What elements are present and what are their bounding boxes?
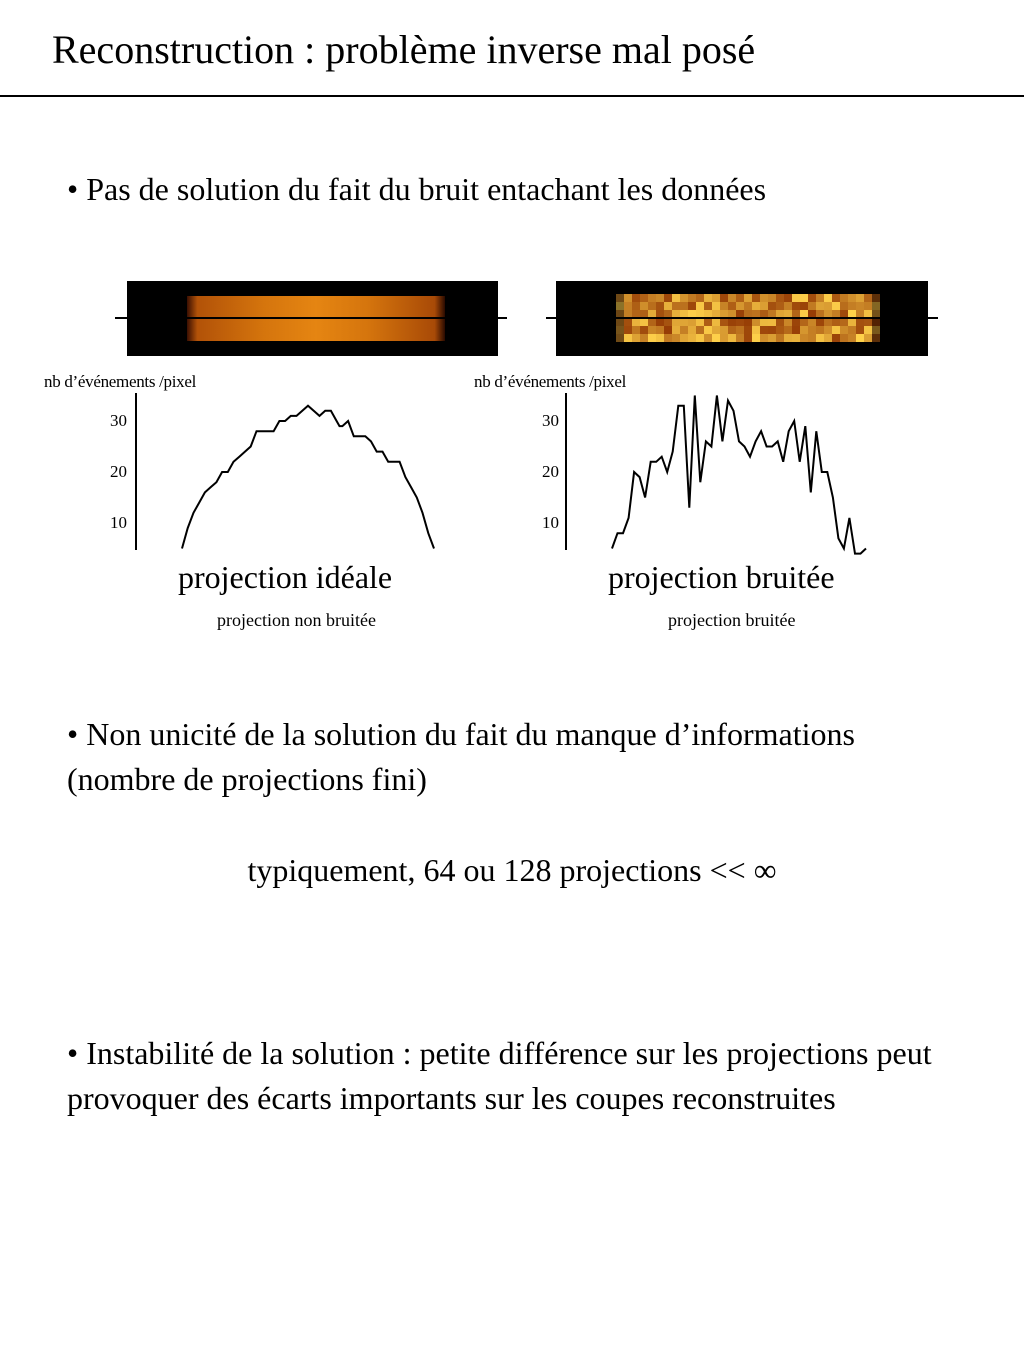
projection-count-note: typiquement, 64 ou 128 projections << ∞ [247,852,777,888]
y-tick-label: 10 [542,513,559,532]
series-line [612,396,866,554]
bullet-instability: • Instabilité de la solution : petite différence sur les projections peut provoquer des écarts importants sur les coupes reconstruites [67,1035,932,1116]
y-tick-label: 30 [110,411,127,430]
noisy-projection-caption: projection bruitée [608,559,835,595]
y-axis-label: nb d’événements /pixel [474,372,627,391]
bullet-noise: • Pas de solution du fait du bruit entachant les données [67,171,767,207]
y-tick-label: 20 [110,462,127,481]
ideal-projection-subcaption: projection non bruitée [217,610,376,630]
bullet-non-uniqueness: • Non unicité de la solution du fait du manque d’informations (nombre de projections fini) [67,716,855,797]
y-tick-label: 30 [542,411,559,430]
slide-title: Reconstruction : problème inverse mal posé [52,27,756,72]
y-tick-label: 10 [110,513,127,532]
y-tick-label: 20 [542,462,559,481]
noisy-projection-subcaption: projection bruitée [668,610,796,630]
y-axis-label: nb d’événements /pixel [44,372,197,391]
ideal-projection-caption: projection idéale [178,559,393,595]
